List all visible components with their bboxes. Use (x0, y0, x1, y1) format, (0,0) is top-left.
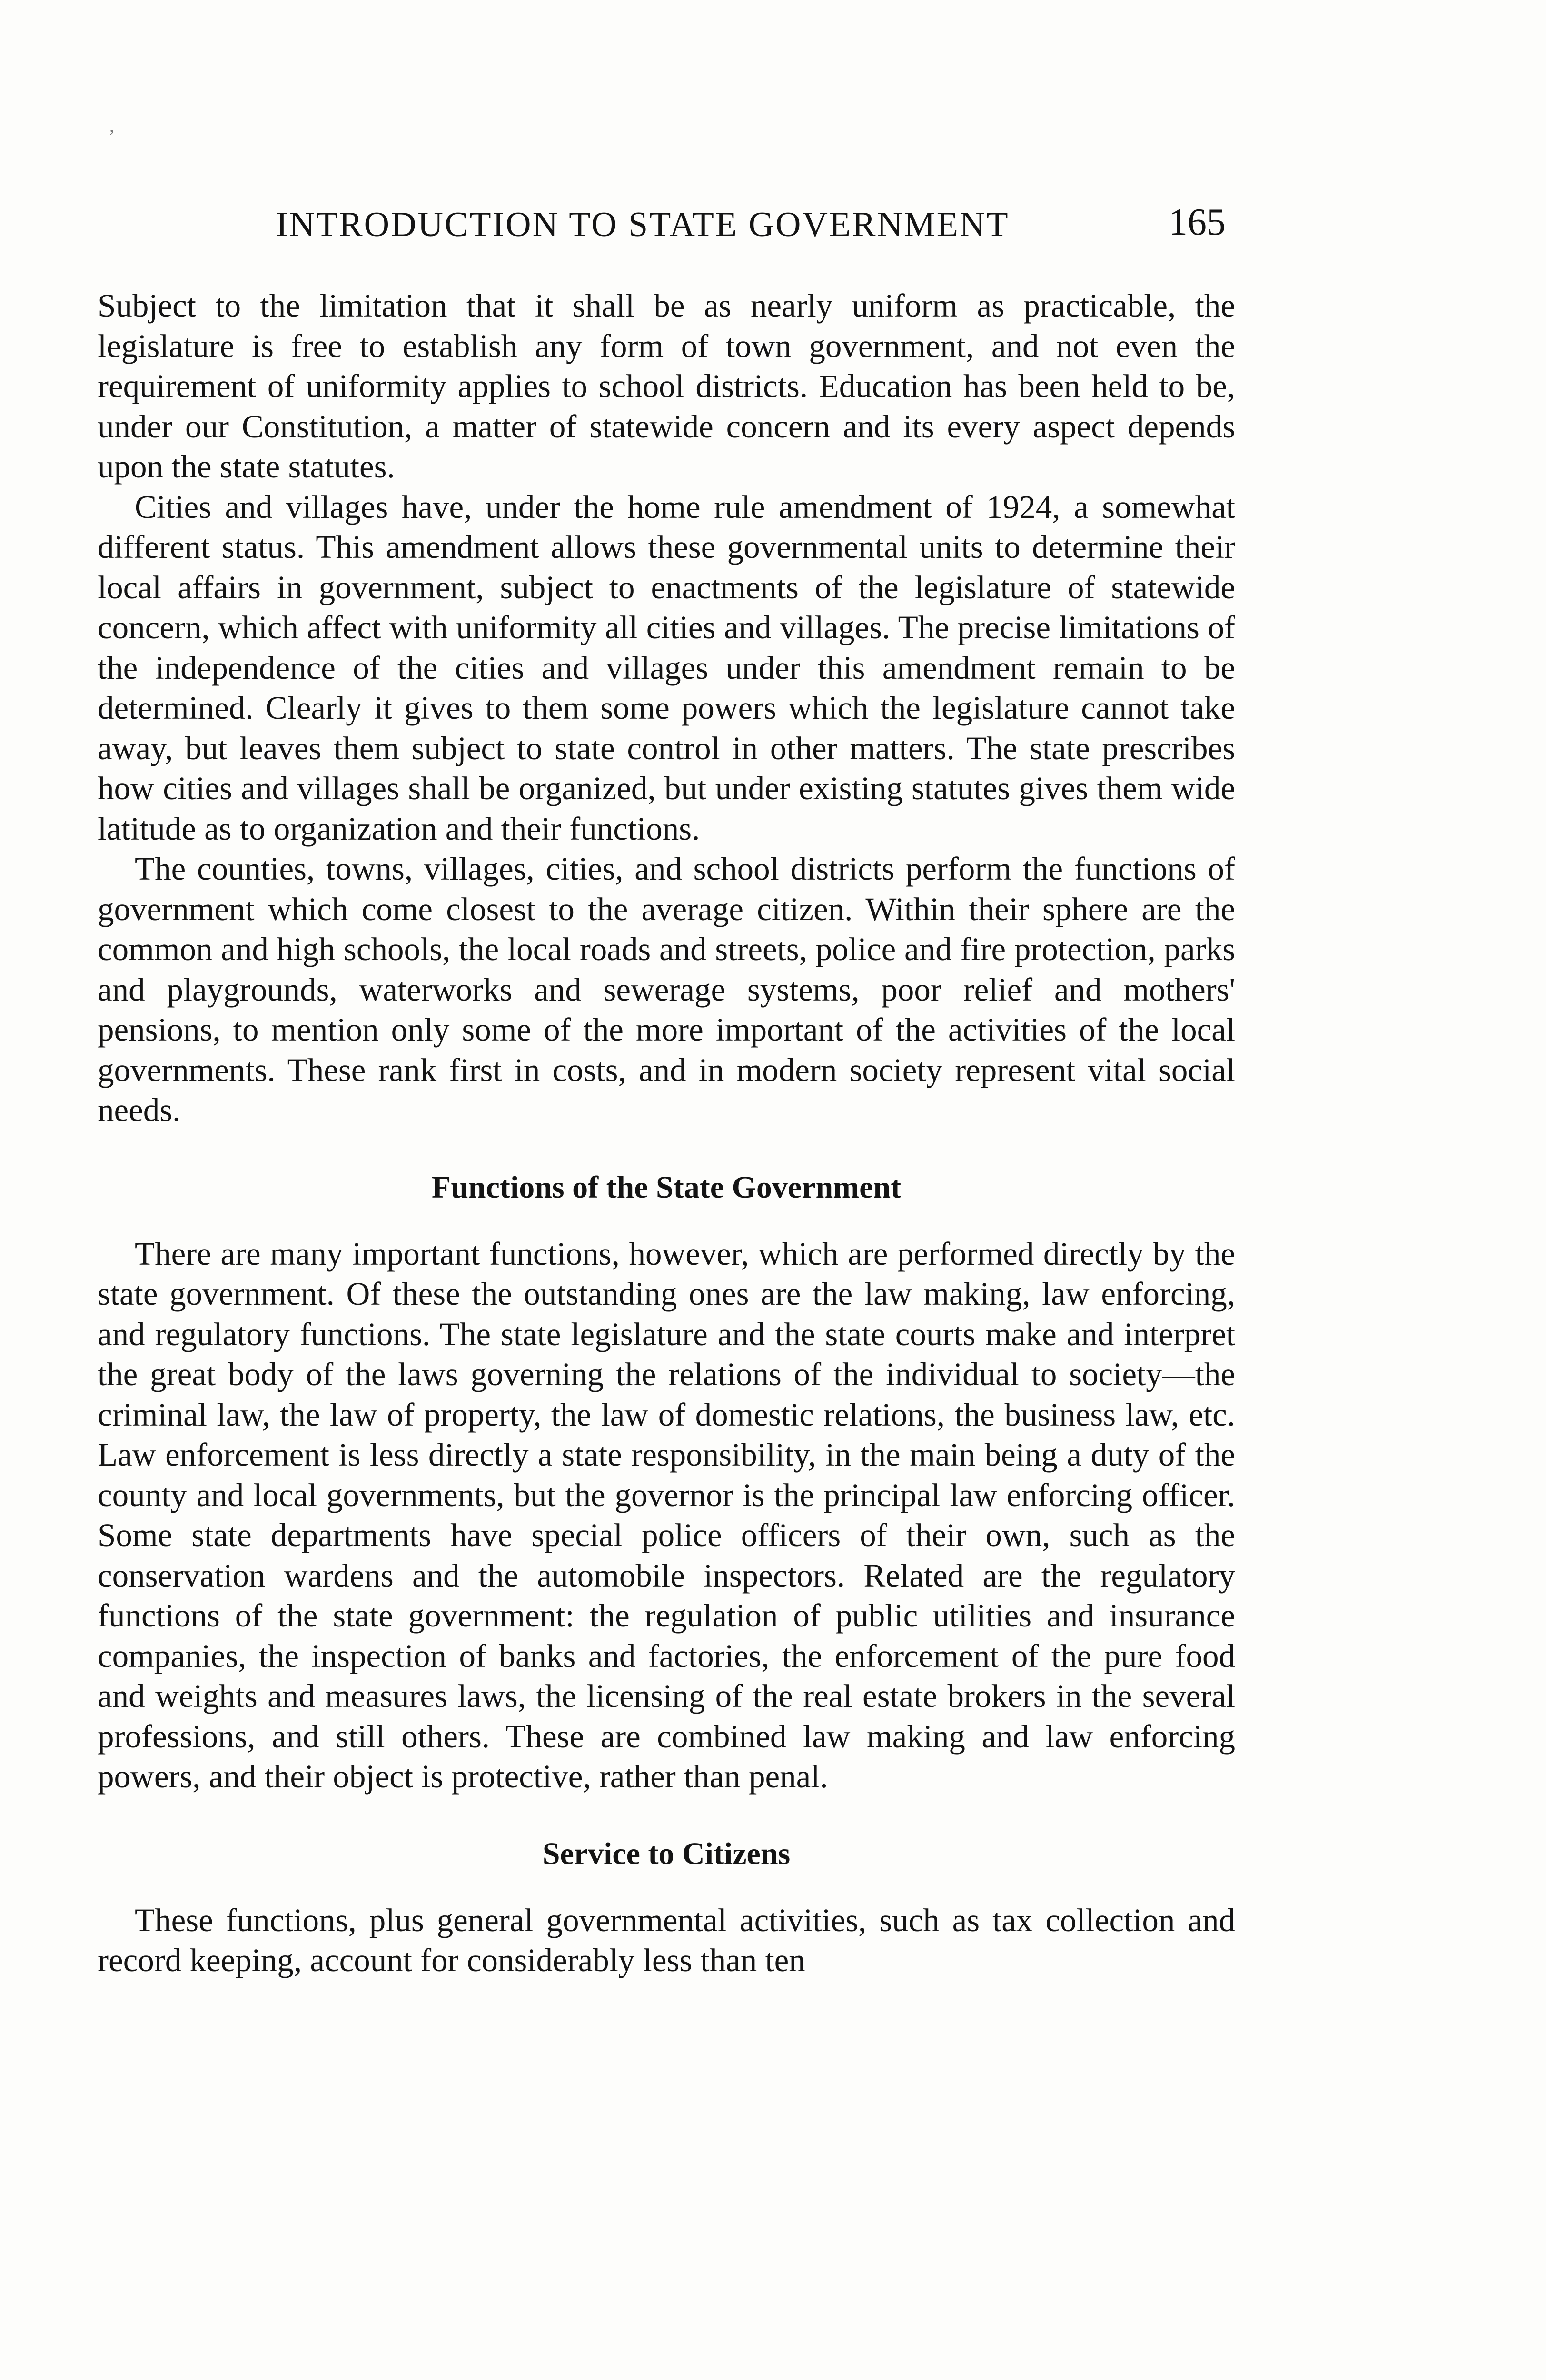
paragraph: These functions, plus general governmental activities, such as tax collection and record keeping, account for considerably less than ten (98, 1902, 1235, 1978)
page-number: 165 (1169, 201, 1226, 243)
paragraph: Subject to the limitation that it shall be as nearly uniform as practicable, the legislature is free to establish any form of town government, and not even the requirement of uniformity applies to school districts. Education has been held to be, under our Constitution, a matter of statewide concern and its every aspect depends upon the state statutes. (98, 288, 1235, 485)
body-text (98, 286, 1235, 1981)
section-heading: Functions of the State Government (431, 1170, 902, 1205)
running-title: INTRODUCTION TO STATE GOVERNMENT (276, 205, 1010, 244)
paragraph: There are many important functions, however, which are performed directly by the state government. Of these the outstanding ones are the law making, law enforcing, and regulatory functions. The state legislature and the state courts make and interpret the great body of the laws governing the relations of the individual to society—the criminal law, the law of property, the law of domestic relations, the business law, etc. Law enforcement is less directly a state responsibility, in the main being a duty of the county and local governments, but the governor is the principal law enforcing officer. Some state departments have special police officers of their own, such as the conservation wardens and the automobile inspectors. Related are the regulatory functions of the state government: the regulation of public utilities and insurance companies, the inspection of banks and factories, the enforcement of the pure food and weights and measures laws, the licensing of the real estate brokers in the several professions, and still others. These are combined law making and law enforcing powers, and their object is protective, rather than penal. (98, 1235, 1235, 1795)
paragraph: Cities and villages have, under the home rule amendment of 1924, a somewhat different status. This amendment allows these governmental units to determine their local affairs in government, subject to enactments of the legislature of statewide concern, which affect with uniformity all cities and villages. The precise limitations of the independence of the cities and villages under this amendment remain to be determined. Clearly it gives to them some powers which the legislature cannot take away, but leaves them subject to state control in other matters. The state prescribes how cities and villages shall be organized, but under existing statutes gives them wide latitude as to organization and their functions. (98, 488, 1235, 847)
section-heading: Service to Citizens (542, 1836, 791, 1871)
stray-mark: , (109, 115, 114, 136)
running-head (98, 195, 1235, 248)
paragraph: The counties, towns, villages, cities, and school districts perform the functions of government which come closest to the average citizen. Within their sphere are the common and high schools, the local roads and streets, police and fire protection, parks and playgrounds, waterworks and sewerage systems, poor relief and mothers' pensions, to mention only some of the more important of the activities of the local governments. These rank first in costs, and in modern society represent vital social needs. (98, 851, 1235, 1128)
